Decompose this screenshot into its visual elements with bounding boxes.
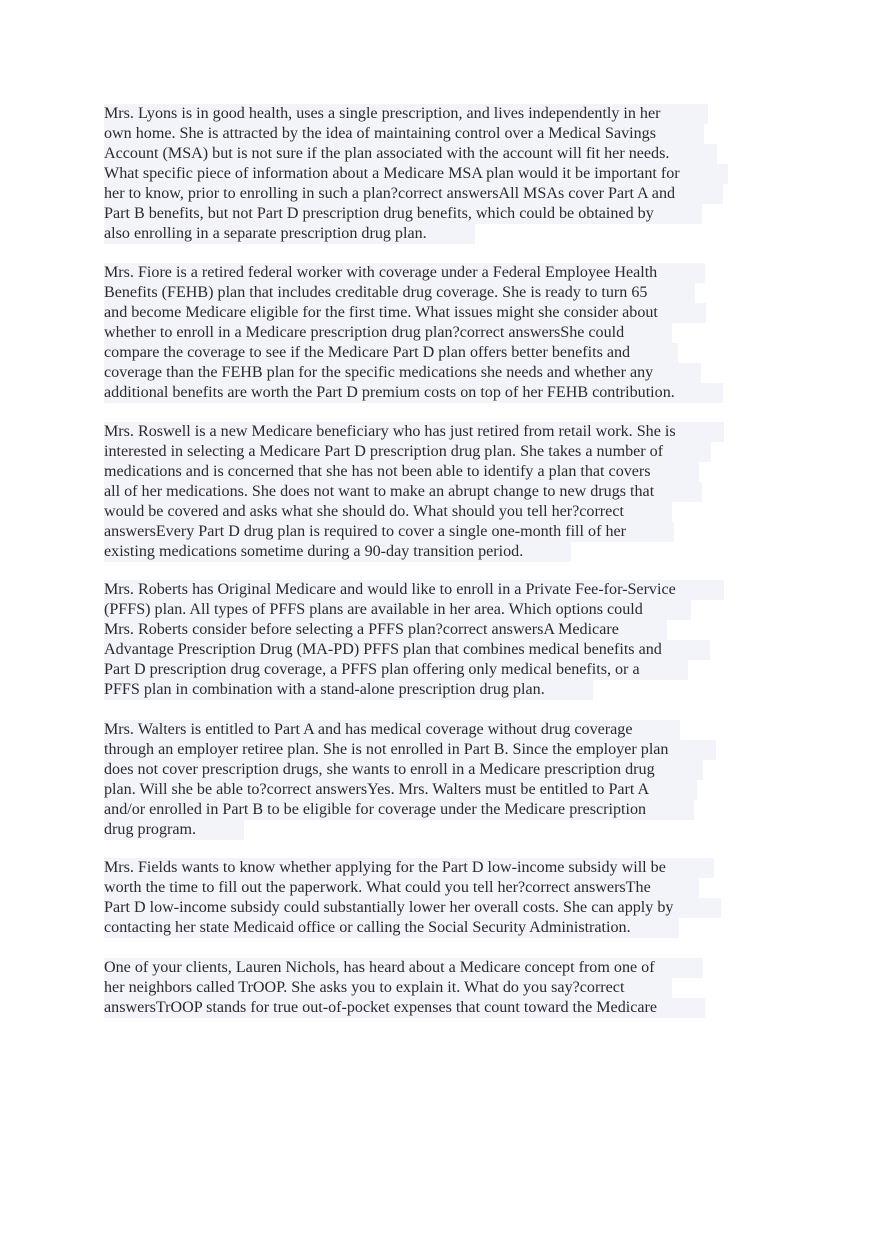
paragraph-roswell (104, 422, 724, 562)
text-line: medications and is concerned that she has not been able to identify a plan that covers (104, 462, 699, 482)
text-line: answersEvery Part D drug plan is required to cover a single one-month fill of her (104, 522, 674, 542)
paragraph-fiore (104, 263, 723, 403)
text-line: Part D prescription drug coverage, a PFFS plan offering only medical benefits, or a (104, 660, 688, 680)
text-line: Mrs. Roberts has Original Medicare and would like to enroll in a Private Fee-for-Service (104, 580, 724, 600)
text-line: and become Medicare eligible for the first time. What issues might she consider about (104, 303, 706, 323)
text-line: drug program. (104, 820, 244, 840)
text-line: her to know, prior to enrolling in such a plan?correct answersAll MSAs cover Part A and (104, 184, 723, 204)
text-line: What specific piece of information about a Medicare MSA plan would it be important for (104, 164, 728, 184)
paragraph-lyons (104, 104, 728, 244)
paragraph-fields (104, 858, 721, 938)
text-line: coverage than the FEHB plan for the specific medications she needs and whether any (104, 363, 701, 383)
text-line: answersTrOOP stands for true out-of-pocket expenses that count toward the Medicare (104, 998, 705, 1018)
text-line: Part B benefits, but not Part D prescription drug benefits, which could be obtained by (104, 204, 702, 224)
text-line: compare the coverage to see if the Medicare Part D plan offers better benefits and (104, 343, 678, 363)
text-line: Account (MSA) but is not sure if the plan associated with the account will fit her needs. (104, 144, 717, 164)
text-line: her neighbors called TrOOP. She asks you to explain it. What do you say?correct (104, 978, 672, 998)
text-line: Mrs. Fiore is a retired federal worker with coverage under a Federal Employee Health (104, 263, 705, 283)
text-line: Benefits (FEHB) plan that includes creditable drug coverage. She is ready to turn 65 (104, 283, 695, 303)
text-line: Advantage Prescription Drug (MA-PD) PFFS plan that combines medical benefits and (104, 640, 710, 660)
paragraph-walters (104, 720, 716, 840)
text-line: does not cover prescription drugs, she wants to enroll in a Medicare prescription drug (104, 760, 703, 780)
text-line: would be covered and asks what she should do. What should you tell her?correct (104, 502, 672, 522)
text-line: own home. She is attracted by the idea of maintaining control over a Medical Savings (104, 124, 704, 144)
text-line: and/or enrolled in Part B to be eligible for coverage under the Medicare prescription (104, 800, 694, 820)
text-line: Mrs. Lyons is in good health, uses a single prescription, and lives independently in her (104, 104, 708, 124)
text-line: whether to enroll in a Medicare prescription drug plan?correct answersShe could (104, 323, 672, 343)
text-line: Mrs. Fields wants to know whether applying for the Part D low-income subsidy will be (104, 858, 714, 878)
paragraph-nichols (104, 958, 705, 1018)
text-line: Part D low-income subsidy could substantially lower her overall costs. She can apply by (104, 898, 721, 918)
text-line: PFFS plan in combination with a stand-alone prescription drug plan. (104, 680, 593, 700)
text-line: contacting her state Medicaid office or calling the Social Security Administration. (104, 918, 679, 938)
text-line: Mrs. Roswell is a new Medicare beneficiary who has just retired from retail work. She is (104, 422, 724, 442)
text-line: interested in selecting a Medicare Part D prescription drug plan. She takes a number of (104, 442, 711, 462)
text-line: also enrolling in a separate prescription drug plan. (104, 224, 475, 244)
text-line: plan. Will she be able to?correct answersYes. Mrs. Walters must be entitled to Part A (104, 780, 697, 800)
text-line: One of your clients, Lauren Nichols, has heard about a Medicare concept from one of (104, 958, 703, 978)
text-line: Mrs. Roberts consider before selecting a PFFS plan?correct answersA Medicare (104, 620, 667, 640)
text-line: (PFFS) plan. All types of PFFS plans are available in her area. Which options could (104, 600, 691, 620)
text-line: through an employer retiree plan. She is not enrolled in Part B. Since the employer plan (104, 740, 716, 760)
text-line: existing medications sometime during a 90-day transition period. (104, 542, 571, 562)
text-line: Mrs. Walters is entitled to Part A and has medical coverage without drug coverage (104, 720, 680, 740)
text-line: worth the time to fill out the paperwork. What could you tell her?correct answersThe (104, 878, 699, 898)
text-line: additional benefits are worth the Part D premium costs on top of her FEHB contribution. (104, 383, 723, 403)
paragraph-roberts (104, 580, 724, 700)
text-line: all of her medications. She does not want to make an abrupt change to new drugs that (104, 482, 702, 502)
